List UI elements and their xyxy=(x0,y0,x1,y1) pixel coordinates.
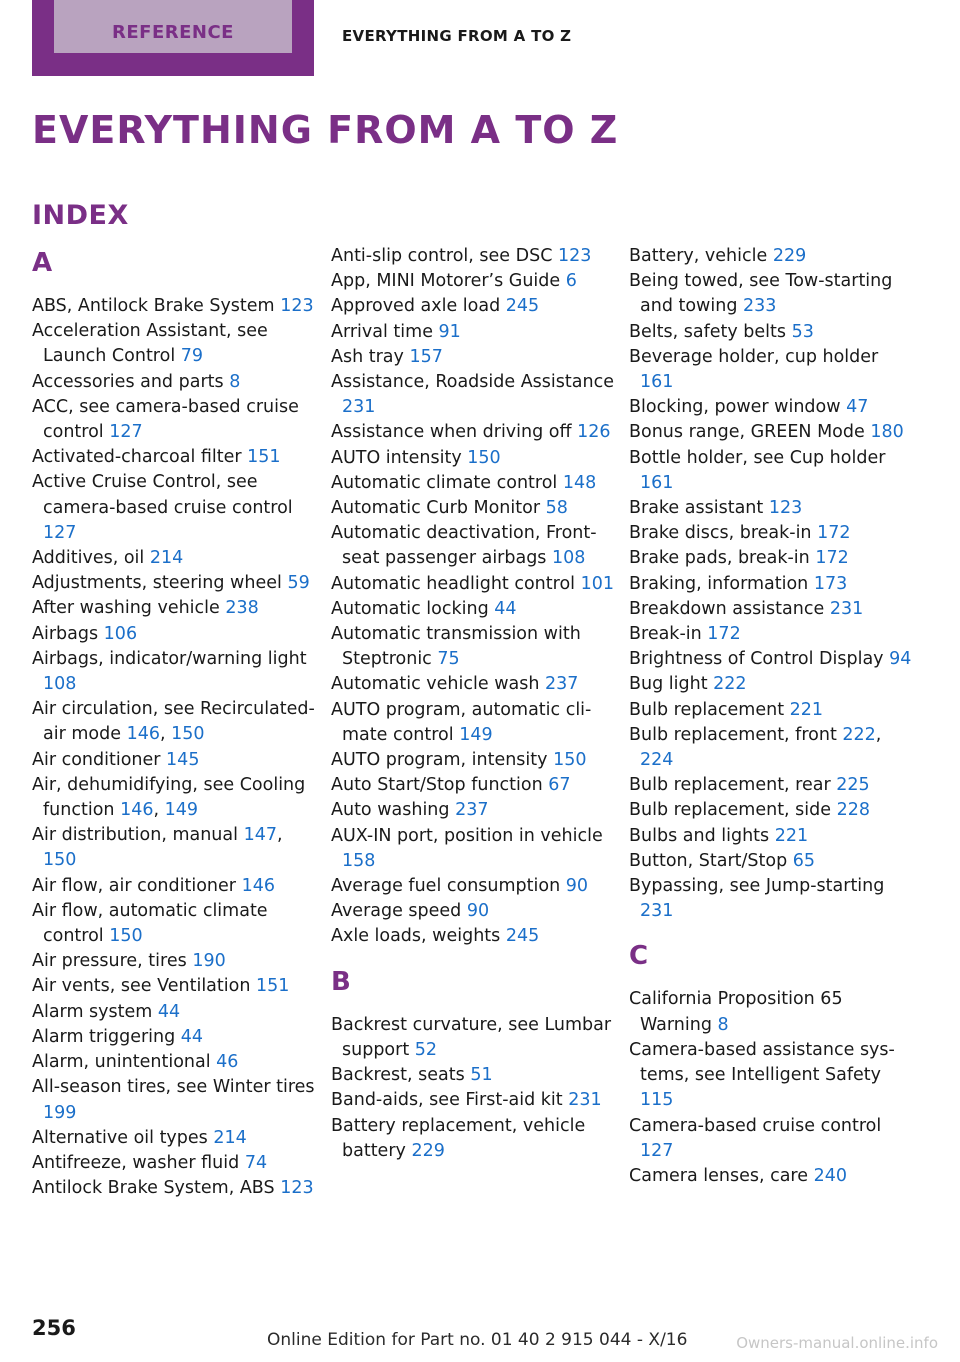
page-link[interactable]: 8 xyxy=(717,1014,729,1035)
page-link[interactable]: 151 xyxy=(256,976,290,997)
page-link[interactable]: 8 xyxy=(229,371,241,392)
page-link[interactable]: 79 xyxy=(180,346,204,367)
index-entry xyxy=(32,899,317,949)
entry-text: ABS, Antilock Brake System xyxy=(32,296,275,316)
page-link[interactable]: 231 xyxy=(568,1090,602,1111)
entry-text: Automatic deactivation, Front-seat passenger airbags xyxy=(331,523,597,569)
page-link[interactable]: 222 xyxy=(713,674,747,695)
entry-text: App, MINI Motorer’s Guide xyxy=(331,271,561,292)
entry-text: Ash tray xyxy=(331,346,404,367)
index-entry xyxy=(331,899,616,924)
page-link[interactable]: 52 xyxy=(414,1039,438,1060)
entry-text: Alarm, unintentional xyxy=(32,1052,211,1073)
page-title: EVERYTHING FROM A TO Z xyxy=(32,108,619,152)
index-column-2 xyxy=(331,244,616,1164)
page-link[interactable]: 173 xyxy=(813,573,848,594)
index-entry xyxy=(629,1114,914,1164)
index-entry xyxy=(331,320,616,345)
entry-text: Camera lenses, care xyxy=(629,1165,809,1186)
page-link[interactable]: 123 xyxy=(280,1178,314,1199)
index-entry xyxy=(629,395,914,420)
entry-text: Antifreeze, washer fluid xyxy=(32,1152,240,1173)
entry-text: Bug light xyxy=(629,674,708,695)
entry-text: Bulb replacement, rear xyxy=(629,775,831,796)
index-entry xyxy=(32,470,317,546)
entry-text: Assistance, Roadside Assistance xyxy=(331,372,614,393)
section-label: EVERYTHING FROM A TO Z xyxy=(342,27,572,45)
entry-text: Bulb replacement xyxy=(629,699,785,720)
index-entry xyxy=(629,647,914,672)
page-link[interactable]: 51 xyxy=(470,1065,493,1086)
page-link[interactable]: 150 xyxy=(171,724,205,745)
index-entry xyxy=(629,446,914,496)
page-number: 256 xyxy=(32,1316,76,1340)
page-link[interactable]: 46 xyxy=(216,1052,239,1073)
index-entry xyxy=(629,521,914,546)
entry-text: Bulb replacement, side xyxy=(629,800,832,821)
entry-text: Auto washing xyxy=(331,800,450,821)
entry-text: Anti-slip control, see DSC xyxy=(331,246,553,266)
index-entry xyxy=(331,370,616,420)
index-entry xyxy=(331,698,616,748)
index-entry xyxy=(32,647,317,697)
page-link[interactable]: 225 xyxy=(836,775,870,796)
index-entry xyxy=(331,294,616,319)
entry-text: Alarm system xyxy=(32,1001,153,1022)
entry-text: Average speed xyxy=(331,901,462,922)
page-link[interactable]: 214 xyxy=(213,1127,247,1148)
index-entry xyxy=(629,420,914,445)
page-link[interactable]: 245 xyxy=(505,926,540,947)
entry-text: Approved axle load xyxy=(331,296,501,317)
index-entry xyxy=(32,1126,317,1151)
page-link[interactable]: 149 xyxy=(459,724,493,745)
index-entry xyxy=(629,773,914,798)
entry-text: Airbags, indicator/warning light xyxy=(32,648,307,669)
page-link[interactable]: 214 xyxy=(149,548,184,569)
entry-text: Air flow, automatic climate control xyxy=(32,900,268,947)
entry-text: Bottle holder, see Cup holder xyxy=(629,447,886,468)
entry-text: Automatic vehicle wash xyxy=(331,674,540,695)
entry-text: Assistance when driving off xyxy=(331,422,572,443)
index-entry xyxy=(331,798,616,823)
page-link[interactable]: 158 xyxy=(342,850,376,871)
index-entry xyxy=(32,1050,317,1075)
page-link[interactable]: 231 xyxy=(640,901,674,922)
entry-text: Axle loads, weights xyxy=(331,926,501,947)
index-entry xyxy=(32,949,317,974)
entry-text: Band-aids, see First-aid kit xyxy=(331,1090,563,1111)
page-link[interactable]: 231 xyxy=(342,397,376,418)
index-entry xyxy=(331,420,616,445)
entry-text: Air distribution, manual xyxy=(32,825,238,846)
index-entry xyxy=(331,446,616,471)
index-entry xyxy=(629,320,914,345)
page-link[interactable]: 108 xyxy=(552,548,586,569)
entry-text: Brake pads, break-in xyxy=(629,548,810,569)
page-link[interactable]: 58 xyxy=(545,498,568,519)
index-entry xyxy=(331,672,616,697)
page-link[interactable]: 150 xyxy=(109,926,143,947)
entry-text: Belts, safety belts xyxy=(629,321,787,342)
header-tab xyxy=(32,0,314,76)
page-link[interactable]: 147 xyxy=(243,825,277,846)
page-link[interactable]: 150 xyxy=(553,750,587,771)
entry-text: ACC, see camera-based cruise control xyxy=(32,396,299,443)
index-entry xyxy=(629,1038,914,1114)
entry-text: Arrival time xyxy=(331,321,433,342)
page-link[interactable]: 127 xyxy=(109,422,143,443)
page-link[interactable]: 90 xyxy=(466,901,490,922)
entry-text: Blocking, power window xyxy=(629,397,841,418)
index-entry xyxy=(32,874,317,899)
index-entry xyxy=(331,269,616,294)
page-link[interactable]: 157 xyxy=(409,346,443,367)
entry-text: Break-in xyxy=(629,624,702,645)
entry-text: Auto Start/Stop function xyxy=(331,775,543,796)
page-link[interactable]: 145 xyxy=(166,749,200,770)
page-link[interactable]: 115 xyxy=(640,1090,674,1111)
page-link[interactable]: 146 xyxy=(126,724,160,745)
page-link[interactable]: 238 xyxy=(225,598,259,619)
index-entry xyxy=(629,849,914,874)
index-column-1 xyxy=(32,244,317,1201)
page-link[interactable]: 106 xyxy=(103,623,138,644)
page-link[interactable]: 240 xyxy=(813,1165,847,1186)
page-link[interactable]: 47 xyxy=(846,397,869,418)
index-entry xyxy=(629,622,914,647)
index-entry xyxy=(331,824,616,874)
entry-text: All-season tires, see Winter tires xyxy=(32,1077,315,1098)
page-link[interactable]: 44 xyxy=(157,1001,181,1022)
entry-text: Average fuel consumption xyxy=(331,876,561,897)
page-link[interactable]: 53 xyxy=(791,321,814,342)
page-link[interactable]: 150 xyxy=(43,850,77,871)
entry-text: Air circulation, see Recirculated-air mode xyxy=(32,699,315,745)
page-link[interactable]: 146 xyxy=(241,875,275,896)
watermark: Owners-manual.online.info xyxy=(736,1334,938,1352)
entry-text: Brightness of Control Display xyxy=(629,649,884,670)
entry-text: California Proposition 65 Warning xyxy=(629,989,843,1035)
page-link[interactable]: 126 xyxy=(577,422,611,443)
entry-text: Additives, oil xyxy=(32,548,145,569)
index-letter-a: A xyxy=(32,248,53,278)
page-link[interactable]: 229 xyxy=(411,1140,445,1161)
entry-text: Beverage holder, cup holder xyxy=(629,346,879,367)
entry-text: Bulbs and lights xyxy=(629,825,770,846)
page-link[interactable]: 150 xyxy=(467,447,501,468)
index-entry xyxy=(331,773,616,798)
index-entry xyxy=(629,798,914,823)
index-entry xyxy=(629,496,914,521)
index-entry xyxy=(32,319,317,369)
page-link[interactable]: 127 xyxy=(640,1140,674,1161)
entry-text: AUTO program, automatic climate control xyxy=(331,699,592,745)
page-link[interactable]: 75 xyxy=(437,649,460,670)
entry-text: Air, dehumidifying, see Cooling function xyxy=(32,774,306,821)
page-link[interactable]: 180 xyxy=(870,422,904,443)
page-link[interactable]: 233 xyxy=(743,296,777,317)
index-entry xyxy=(629,269,914,319)
page-link[interactable]: 224 xyxy=(640,750,674,771)
page-link[interactable]: 237 xyxy=(455,800,489,821)
index-entry xyxy=(331,521,616,571)
index-entry: Air circulation, see Recirculated-air mode 146, 150 xyxy=(32,699,315,745)
index-entry xyxy=(331,1063,616,1088)
index-entry xyxy=(331,471,616,496)
entry-text: Brake assistant xyxy=(629,498,764,519)
index-letter-c: C xyxy=(629,941,649,972)
page-link[interactable]: 94 xyxy=(889,649,912,670)
index-entry xyxy=(331,345,616,370)
index-entry xyxy=(32,748,317,773)
entry-text: Automatic climate control xyxy=(331,472,558,493)
tab-label: REFERENCE xyxy=(54,0,292,53)
index-entry xyxy=(32,596,317,621)
page-link[interactable]: 231 xyxy=(829,598,864,619)
entry-text: Air vents, see Ventilation xyxy=(32,976,251,997)
index-entry xyxy=(331,622,616,672)
index-entry xyxy=(629,874,914,924)
page-link[interactable]: 127 xyxy=(43,522,77,543)
index-entry xyxy=(331,1114,616,1164)
entry-text: Air flow, air conditioner xyxy=(32,875,236,896)
index-entry xyxy=(32,571,317,596)
index-entry xyxy=(32,294,317,319)
entry-text: Automatic Curb Monitor xyxy=(331,498,541,519)
entry-text: Bonus range, GREEN Mode xyxy=(629,422,865,443)
page-link[interactable]: 148 xyxy=(562,472,597,493)
index-entry xyxy=(629,672,914,697)
entry-text: Brake discs, break-in xyxy=(629,523,812,544)
page-link[interactable]: 172 xyxy=(707,624,741,645)
index-entry xyxy=(331,874,616,899)
page-link[interactable]: 101 xyxy=(580,573,614,594)
page-link[interactable]: 221 xyxy=(774,825,809,846)
entry-text: Bulb replacement, front xyxy=(629,724,837,745)
page-link[interactable]: 172 xyxy=(817,523,851,544)
entry-text: Alternative oil types xyxy=(32,1127,208,1148)
index-entry xyxy=(32,370,317,395)
page-link[interactable]: 172 xyxy=(815,548,849,569)
page-link[interactable]: 65 xyxy=(792,850,816,871)
index-letter-b: B xyxy=(331,966,351,997)
edition-text: Online Edition for Part no. 01 40 2 915 044 - X/16 xyxy=(267,1330,688,1350)
page-link[interactable]: 123 xyxy=(768,498,803,519)
entry-text: Battery, vehicle xyxy=(629,246,768,266)
page-link[interactable]: 123 xyxy=(558,246,592,266)
index-entry xyxy=(331,924,616,949)
page-link[interactable]: 6 xyxy=(565,271,577,292)
page-link[interactable]: 228 xyxy=(836,800,871,821)
index-entry xyxy=(331,1088,616,1113)
page-link[interactable]: 123 xyxy=(280,296,314,316)
entry-text: Activated-charcoal filter xyxy=(32,447,242,468)
index-entry: Air distribution, manual 147, 150 xyxy=(32,825,283,871)
entry-text: Breakdown assistance xyxy=(629,598,825,619)
index-column-3 xyxy=(629,244,914,1189)
page-link[interactable]: 67 xyxy=(548,775,571,796)
entry-text: AUTO intensity xyxy=(331,447,462,468)
entry-text: Adjustments, steering wheel xyxy=(32,573,282,594)
entry-text: Button, Start/Stop xyxy=(629,850,788,871)
index-entry xyxy=(331,1013,616,1063)
entry-text: Alarm triggering xyxy=(32,1026,176,1047)
page-link[interactable]: 161 xyxy=(640,472,674,493)
page-link[interactable]: 91 xyxy=(438,321,461,342)
page-link[interactable]: 222 xyxy=(842,724,876,745)
entry-text: Camera-based assistance systems, see Intelligent Safety xyxy=(629,1039,895,1086)
index-entry: Air, dehumidifying, see Cooling function 146, 149 xyxy=(32,774,306,821)
entry-text: Automatic headlight control xyxy=(331,573,576,594)
page-link[interactable]: 199 xyxy=(43,1102,77,1123)
entry-text: Airbags xyxy=(32,623,99,644)
page-link[interactable]: 146 xyxy=(120,800,154,821)
entry-text: Battery replacement, vehicle battery xyxy=(331,1115,586,1161)
entry-text: Being towed, see Tow-starting and towing xyxy=(629,271,893,317)
index-entry xyxy=(32,546,317,571)
index-entry xyxy=(32,1075,317,1125)
page-link[interactable]: 245 xyxy=(505,296,540,317)
entry-text: After washing vehicle xyxy=(32,598,220,619)
index-entry xyxy=(32,1176,317,1201)
index-entry xyxy=(629,698,914,723)
entry-text: Accessories and parts xyxy=(32,371,224,392)
index-entry xyxy=(32,395,317,445)
page-link[interactable]: 151 xyxy=(247,447,281,468)
index-entry xyxy=(331,597,616,622)
page-link[interactable]: 229 xyxy=(772,246,807,266)
entry-text: Automatic transmission with Steptronic xyxy=(331,624,581,670)
index-entry xyxy=(629,345,914,395)
entry-text: Antilock Brake System, ABS xyxy=(32,1178,275,1199)
entry-text: AUX-IN port, position in vehicle xyxy=(331,825,603,846)
index-entry xyxy=(32,1025,317,1050)
index-entry xyxy=(32,974,317,999)
entry-text: Active Cruise Control, see camera-based cruise control xyxy=(32,472,293,518)
index-entry xyxy=(629,244,914,269)
index-entry xyxy=(32,1151,317,1176)
index-entry xyxy=(331,748,616,773)
index-entry xyxy=(629,597,914,622)
page-link[interactable]: 237 xyxy=(545,674,579,695)
index-entry xyxy=(331,496,616,521)
entry-text: Air conditioner xyxy=(32,749,161,770)
index-entry xyxy=(32,622,317,647)
entry-text: Automatic locking xyxy=(331,598,489,619)
page-link[interactable]: 59 xyxy=(287,573,310,594)
index-entry xyxy=(629,824,914,849)
entry-text: Air pressure, tires xyxy=(32,951,187,972)
page-link[interactable]: 149 xyxy=(164,800,199,821)
index-entry xyxy=(331,572,616,597)
page-link[interactable]: 44 xyxy=(180,1026,204,1047)
index-entry xyxy=(629,987,914,1037)
index-heading: INDEX xyxy=(32,200,129,231)
index-entry xyxy=(629,546,914,571)
entry-text: AUTO program, intensity xyxy=(331,750,548,771)
page-link[interactable]: 44 xyxy=(494,598,517,619)
index-entry xyxy=(331,244,616,269)
entry-text: Backrest, seats xyxy=(331,1065,465,1086)
entry-text: Acceleration Assistant, see Launch Control xyxy=(32,321,268,367)
index-entry: Bulb replacement, front 222, 224 xyxy=(629,724,882,771)
page-link[interactable]: 221 xyxy=(789,699,824,720)
page-link[interactable]: 90 xyxy=(565,876,589,897)
index-entry xyxy=(32,445,317,470)
page-link[interactable]: 74 xyxy=(244,1152,268,1173)
index-entry xyxy=(629,1164,914,1189)
index-entry xyxy=(32,1000,317,1025)
index-entry xyxy=(629,572,914,597)
entry-text: Camera-based cruise control xyxy=(629,1115,882,1136)
entry-text: Backrest curvature, see Lumbar support xyxy=(331,1014,612,1060)
page-link[interactable]: 190 xyxy=(192,951,226,972)
entry-text: Braking, information xyxy=(629,573,809,594)
page-link[interactable]: 161 xyxy=(640,372,674,393)
entry-text: Bypassing, see Jump-starting xyxy=(629,876,885,897)
page-link[interactable]: 108 xyxy=(43,674,77,695)
